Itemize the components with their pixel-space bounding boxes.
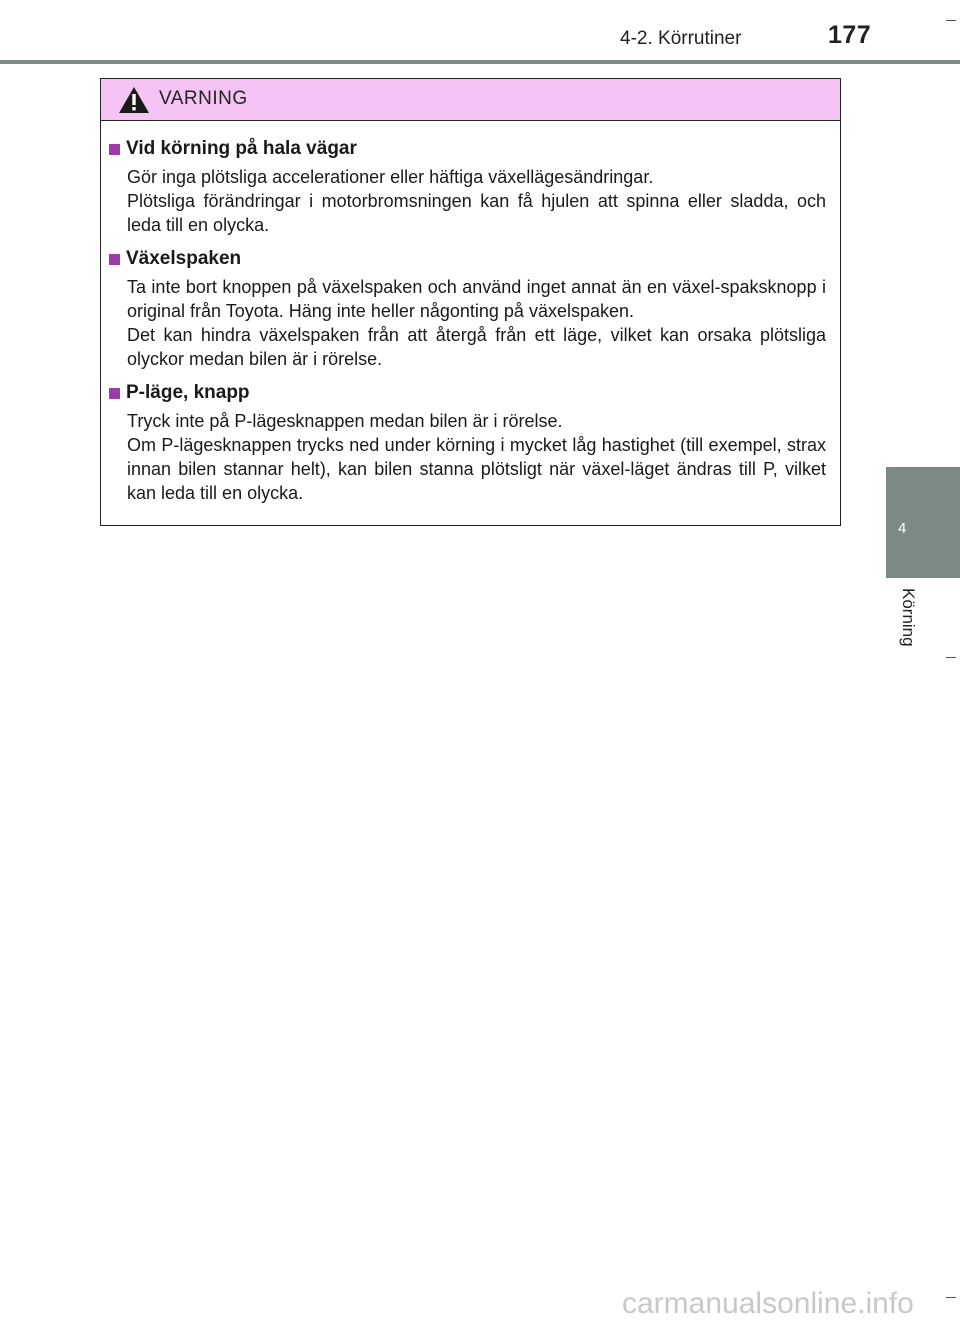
warning-item-shift-lever xyxy=(109,247,826,371)
warning-item-slippery-roads xyxy=(109,137,826,237)
item-paragraph: Plötsliga förändringar i motorbromsningen kan få hjulen att spinna eller sladda, och leda till en olycka. xyxy=(127,191,826,235)
item-paragraph: Tryck inte på P-lägesknappen medan bilen är i rörelse. xyxy=(127,411,563,431)
watermark-logo xyxy=(622,1283,942,1323)
page-number: 177 xyxy=(828,21,872,49)
item-heading: Växelspaken xyxy=(126,248,242,269)
section-title: 4-2. Körrutiner xyxy=(620,28,742,49)
warning-triangle-icon xyxy=(118,86,150,114)
warning-item-p-position-switch xyxy=(109,381,826,505)
warning-header xyxy=(101,79,840,121)
item-paragraph: Ta inte bort knoppen på växelspaken och använd inget annat än en växel-spaksknopp i original från Toyota. Häng inte heller någonting på växelspaken. xyxy=(127,277,826,321)
warning-box xyxy=(100,78,841,526)
chapter-number: 4 xyxy=(898,520,907,537)
warning-title: VARNING xyxy=(159,88,248,109)
item-paragraph: Gör inga plötsliga accelerationer eller häftiga växellägesändringar. xyxy=(127,167,654,187)
item-heading: Vid körning på hala vägar xyxy=(126,138,357,159)
trim-mark-top xyxy=(946,20,956,21)
bullet-square-icon xyxy=(109,388,120,399)
trim-mark-middle xyxy=(946,657,956,658)
bullet-square-icon xyxy=(109,144,120,155)
trim-mark-bottom xyxy=(946,1297,956,1298)
watermark-text: carmanualsonline.info xyxy=(622,1287,914,1320)
chapter-label: Körning xyxy=(899,588,918,647)
item-heading: P-läge, knapp xyxy=(126,382,250,403)
item-paragraph: Det kan hindra växelspaken från att återgå från ett läge, vilket kan orsaka plötsliga olyckor medan bilen är i rörelse. xyxy=(127,325,826,369)
warning-body xyxy=(101,121,840,505)
header-rule xyxy=(0,60,960,64)
bullet-square-icon xyxy=(109,254,120,265)
item-paragraph: Om P-lägesknappen trycks ned under körning i mycket låg hastighet (till exempel, strax innan bilen stannar helt), kan bilen stanna plötsligt när växel-läget ändras till P, vilket kan leda till en olycka. xyxy=(127,435,826,503)
